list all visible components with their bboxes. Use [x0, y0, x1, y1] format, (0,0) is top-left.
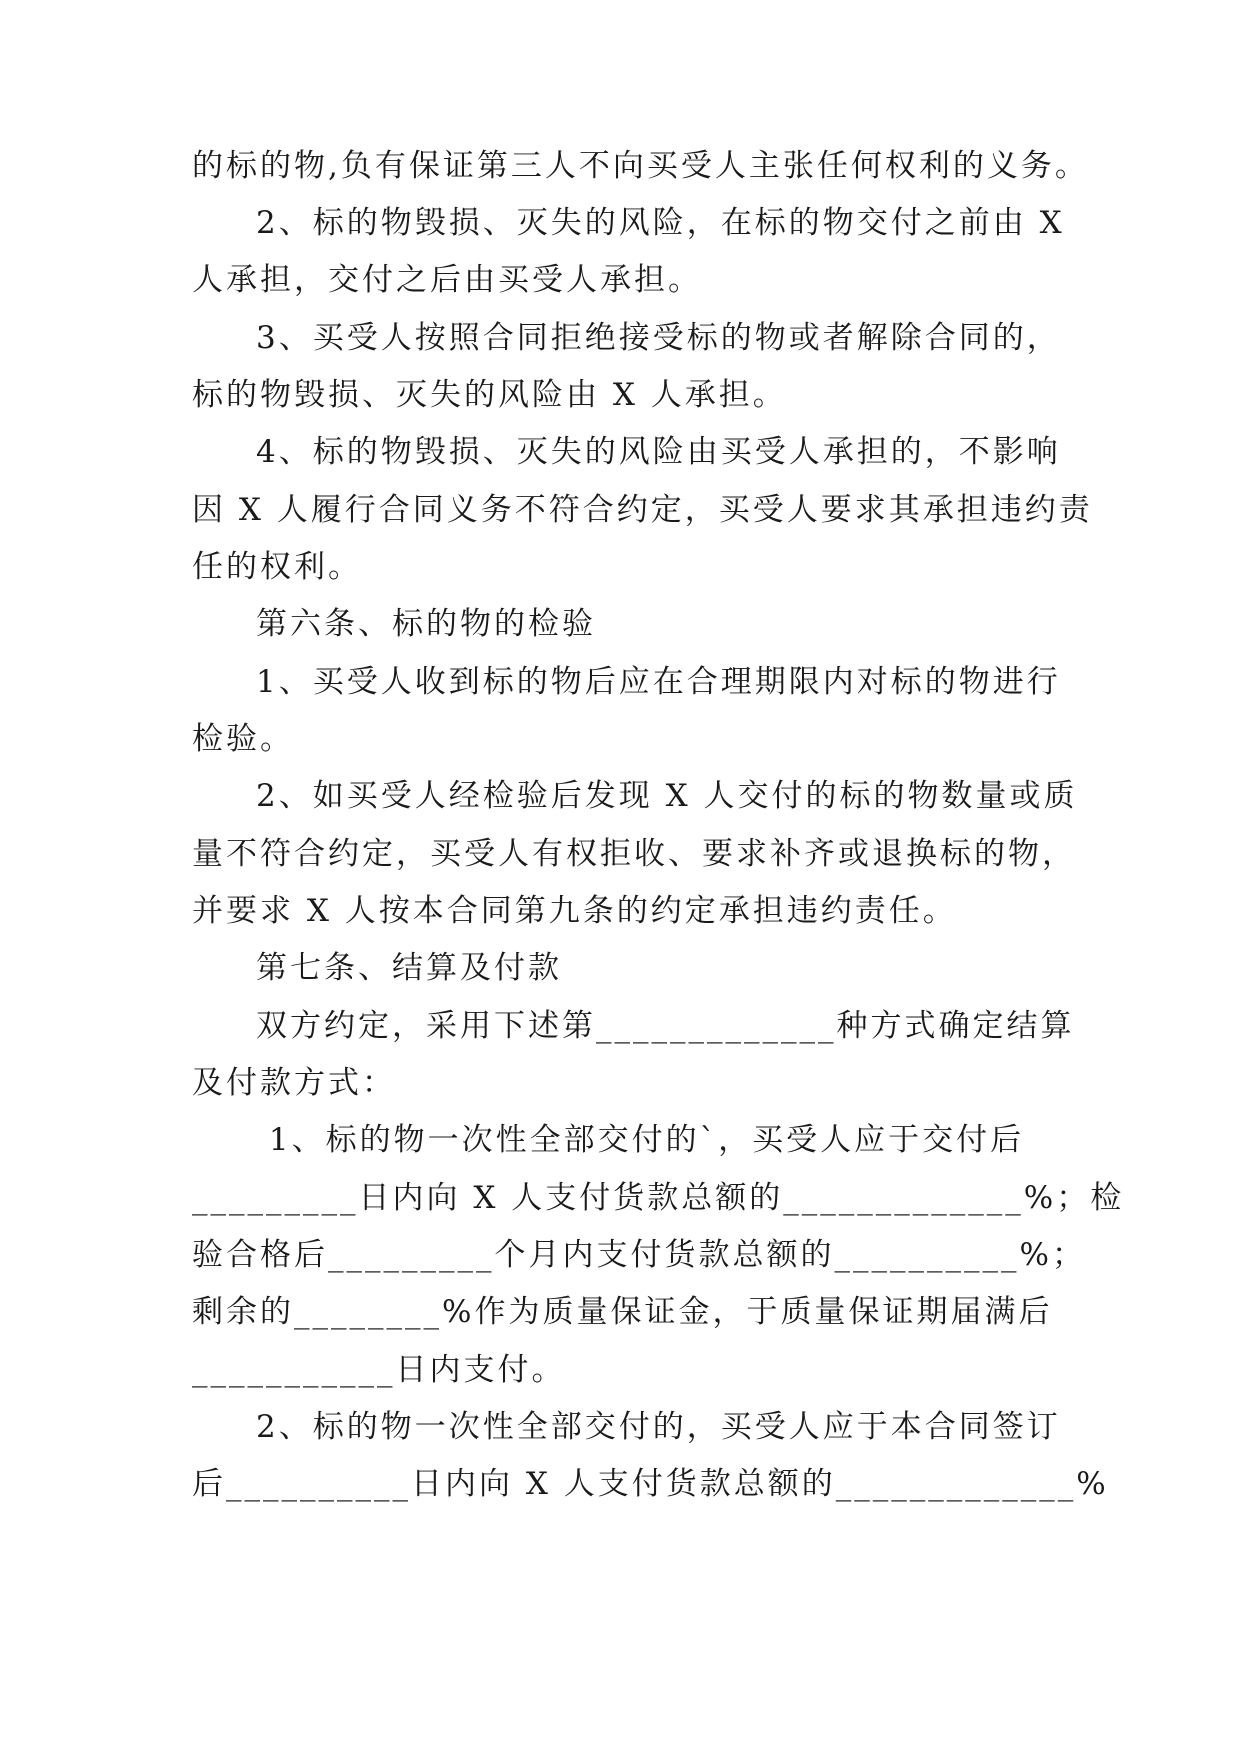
- text-line: 剩余的________%作为质量保证金，于质量保证期届满后: [192, 1294, 1053, 1330]
- text-line: 检验。: [192, 721, 294, 757]
- text-line: ___________日内支付。: [192, 1352, 566, 1388]
- text-line: 标的物毁损、灭失的风险由 X 人承担。: [192, 377, 787, 413]
- section-heading: 第六条、标的物的检验: [256, 606, 596, 642]
- text-line: 2、标的物毁损、灭失的风险，在标的物交付之前由 X: [256, 205, 1065, 241]
- text-line: 的标的物,负有保证第三人不向买受人主张任何权利的义务。: [192, 148, 1089, 184]
- text-line: 因 X 人履行合同义务不符合约定，买受人要求其承担违约责: [192, 492, 1093, 528]
- section-heading: 第七条、结算及付款: [256, 950, 562, 986]
- text-line: 2、标的物一次性全部交付的，买受人应于本合同签订: [256, 1409, 1061, 1445]
- text-line: 任的权利。: [192, 549, 362, 585]
- text-line: 双方约定，采用下述第_____________种方式确定结算: [256, 1008, 1075, 1044]
- text-line: _________日内向 X 人支付货款总额的_____________%；检: [192, 1180, 1125, 1216]
- text-line: 验合格后_________个月内支付货款总额的__________%；: [192, 1237, 1086, 1273]
- text-line: 3、买受人按照合同拒绝接受标的物或者解除合同的，: [256, 320, 1061, 356]
- text-line: 量不符合约定，买受人有权拒收、要求补齐或退换标的物，: [192, 836, 1076, 872]
- text-line: 后__________日内向 X 人支付货款总额的_____________%: [192, 1466, 1109, 1502]
- text-line: 1、标的物一次性全部交付的`，买受人应于交付后: [256, 1122, 1025, 1158]
- text-line: 及付款方式：: [192, 1065, 396, 1101]
- text-line: 2、如买受人经检验后发现 X 人交付的标的物数量或质: [256, 778, 1078, 814]
- text-line: 4、标的物毁损、灭失的风险由买受人承担的，不影响: [256, 434, 1061, 470]
- text-line: 人承担，交付之后由买受人承担。: [192, 262, 702, 298]
- text-line: 1、买受人收到标的物后应在合理期限内对标的物进行: [256, 664, 1061, 700]
- text-line: 并要求 X 人按本合同第九条的约定承担违约责任。: [192, 893, 957, 929]
